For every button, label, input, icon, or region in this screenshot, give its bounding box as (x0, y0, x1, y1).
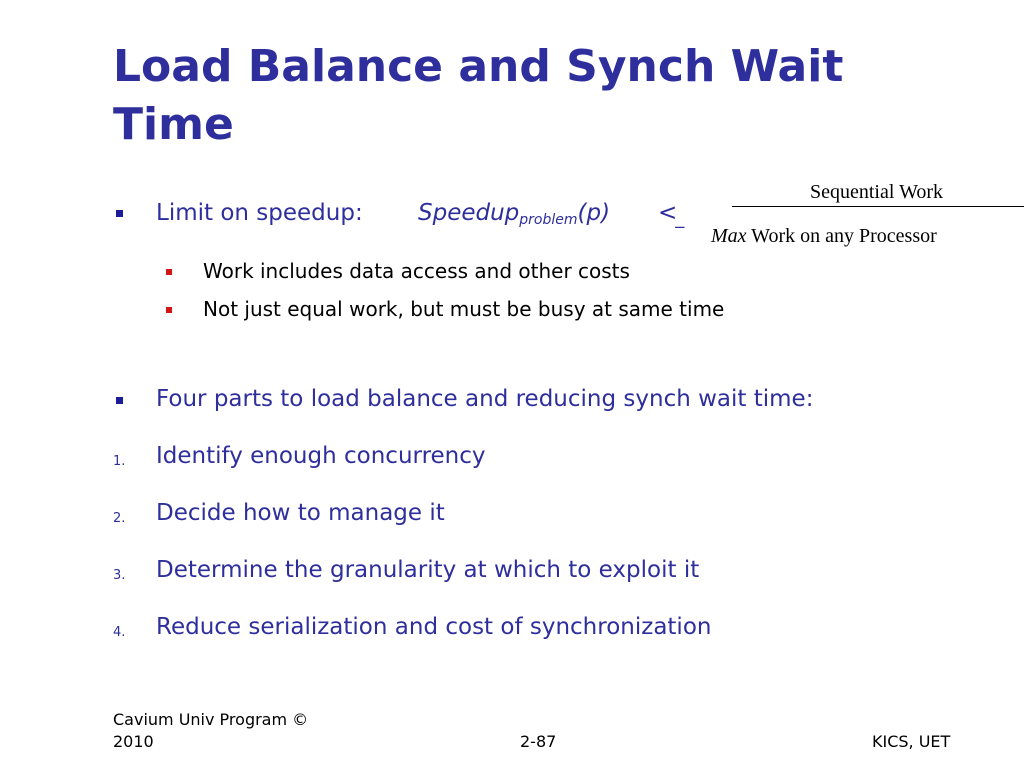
footer-left: Cavium Univ Program © 2010 (113, 710, 309, 751)
step-text: Decide how to manage it (156, 500, 445, 526)
sub-bullet-marker (166, 269, 172, 275)
speedup-expression (418, 199, 610, 234)
speedup-subscript: problem (519, 212, 578, 228)
footer-page-number: 2-87 (520, 732, 557, 751)
step-number: 1. (113, 454, 126, 469)
speedup-arg: (p) (577, 200, 611, 226)
step-text: Determine the granularity at which to exploit it (156, 557, 700, 583)
fraction-denominator (711, 225, 937, 248)
slide-title: Load Balance and Synch Wait Time (113, 41, 844, 150)
bullet-marker (116, 397, 123, 404)
limit-label: Limit on speedup: (156, 200, 363, 226)
four-parts-text: Four parts to load balance and reducing synch wait time: (156, 386, 814, 412)
fraction-numerator: Sequential Work (810, 181, 943, 203)
lte-symbol: < (658, 200, 678, 226)
fraction-bar (732, 206, 1024, 207)
sub-bullet-1: Work includes data access and other costs (203, 259, 630, 283)
footer-right: KICS, UET (872, 732, 951, 751)
step-number: 4. (113, 625, 126, 640)
step-text: Identify enough concurrency (156, 443, 486, 469)
sub-bullet-2: Not just equal work, but must be busy at same time (203, 297, 725, 321)
lte-sign (658, 199, 686, 229)
step-number: 3. (113, 568, 126, 583)
denominator-rest: Work on any Processor (746, 225, 937, 247)
step-number: 2. (113, 511, 126, 526)
speedup-word: Speedup (418, 200, 520, 226)
bullet-marker (116, 210, 123, 217)
step-text: Reduce serialization and cost of synchronization (156, 614, 712, 640)
denominator-max: Max (711, 225, 747, 247)
sub-bullet-marker (166, 307, 172, 313)
lte-underscore: _ (675, 208, 685, 229)
